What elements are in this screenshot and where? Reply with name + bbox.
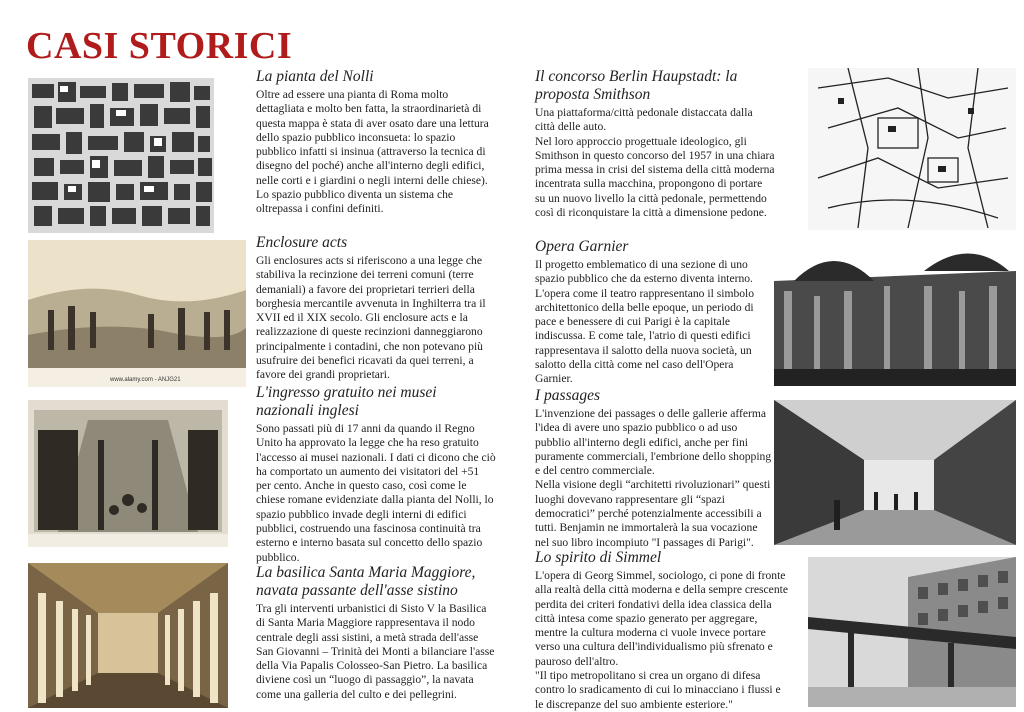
enclosure-section (256, 234, 496, 383)
opera-heading: Opera Garnier (535, 238, 629, 255)
simmel-city-image (808, 557, 1016, 707)
simmel-heading: Lo spirito di Simmel (535, 549, 662, 566)
berlin-body-1: Una piattaforma/città pedonale distaccata dalla città delle auto. (535, 106, 753, 134)
simmel-body-2: "Il tipo metropolitano si crea un organo di difesa contro lo sradicamento di cui lo minacciano i flussi e le discrepanze del suo ambiente esteriore." (535, 669, 781, 711)
musei-section (256, 384, 496, 565)
musei-heading: L'ingresso gratuito nei musei nazionali inglesi (256, 384, 437, 419)
berlin-body-2: Nel loro approccio progettuale ideologico, gli Smithson in questo concorso del 1957 in una chiara prima messa in crisi del sistema della città moderna incentrata sulla macchina, propongono di portare su un nuovo livello la città pedonale, permettendo così di riconquistare la città a dimensione pedone. (535, 134, 775, 220)
nolli-map-image (28, 78, 214, 233)
basilica-section (256, 564, 496, 702)
berlin-plan-image (808, 68, 1016, 230)
opera-garnier-image (774, 241, 1016, 386)
enclosure-body: Gli enclosures acts si riferiscono a una legge che stabiliva la recinzione dei terreni comuni (terre demaniali) a favore dei proprietari terrieri della borghesia mercantile avvenuta in Inghilterra tra il XVII ed il XIX secolo. Gli enclosure acts e la realizzazione di queste recinzioni danneggiarono principalmente i contadini, che non potevano più usufruire dei benefici ricavati da quei terreni, a favore dei grandi proprietari. (256, 254, 486, 382)
passages-heading: I passages (535, 387, 601, 404)
nolli-section (256, 68, 496, 217)
enclosure-image-caption: www.alamy.com - ANJG21 (110, 377, 181, 383)
basilica-heading: La basilica Santa Maria Maggiore, navata passante dell'asse sistino (256, 564, 476, 599)
passages-image (774, 400, 1016, 545)
santa-maria-maggiore-image (28, 563, 228, 708)
passages-section (535, 387, 772, 550)
basilica-body: Tra gli interventi urbanistici di Sisto V la Basilica di Santa Maria Maggiore rappresentava il nodo centrale degli assi sistini, a metà strada dell'asse San Giovanni – Trinità dei Monti a bilanciare l'asse della Via Papalis Colosseo-San Pietro. La basilica diviene così un “luogo di passaggio”, la navata come una galleria del culto e dei pellegrini. (256, 602, 495, 701)
passages-body-2: Nella visione degli “architetti rivoluzionari” questi luoghi dovevano rappresentare gli “spazi democratici” perché potenzialmente accessibili a tutti. Benjamin ne immortalerà la sua vocazione nel suo libro incompiuto "I passages di Parigi". (535, 478, 771, 549)
opera-section (535, 238, 772, 387)
opera-body: Il progetto emblematico di una sezione di uno spazio pubblico che da esterno diventa interno. L'opera come il teatro rappresentano il simbolo architettonico della belle epoque, un periodo di pace e benessere di cui Parigi è la capitale indiscussa. E come tale, l'atrio di questi edifici rappresentava il salotto della nuova società, un salotto della città come nel caso dell'Opera Garnier. (535, 258, 755, 386)
simmel-body-1: L'opera di Georg Simmel, sociologo, ci pone di fronte alla realtà della città moderna e della sempre crescente perdita dei criteri fondativi della idea classica della città intesa come spazio generato per aggregare, mentre la cultura moderna ci vuole invece portare verso una cultura dell'individualismo più sfrenato e pauroso dell'altro. (535, 569, 788, 668)
page-title: CASI STORICI (26, 25, 293, 67)
nolli-body: Oltre ad essere una pianta di Roma molto dettagliata e molto ben fatta, la straordinarietà di questa mappa è stata di aver osato dare una lettura dello spazio pubblico inconsueta: lo spazio pubblico infatti si insinua (attraverso la tecnica di disegno del poché) anche all'interno degli edifici, nelle corti e i giardini o negli interni delle chiese). Lo spazio pubblico diventa un sistema che oltrepassa i confini definiti. (256, 88, 489, 216)
british-museum-image (28, 400, 228, 547)
nolli-heading: La pianta del Nolli (256, 68, 374, 85)
enclosure-acts-image (28, 240, 246, 387)
musei-body: Sono passati più di 17 anni da quando il Regno Unito ha approvato la legge che ha reso gratuito l'accesso ai musei nazionali. I dati ci dicono che ciò ha comportato un aumento dei visitatori del +51 per cento. Anche in questo caso, così come le chiese romane evidenziate dalla pianta del Nolli, lo spazio pubblico invade degli interni di edifici pubblici, costruendo una fascinosa continuità tra esterno e interno basata sul concetto dello spazio pubblico. (256, 422, 496, 564)
passages-body-1: L'invenzione dei passages o delle gallerie afferma l'idea di avere uno spazio pubblico o ad uso pubblio all'interno degli edifici, anche per fini puramente commerciali, l'embrione dello shopping e del centro commerciale. (535, 407, 772, 478)
berlin-heading: Il concorso Berlin Haupstadt: la proposta Smithson (535, 68, 738, 103)
simmel-section (535, 549, 790, 712)
berlin-section (535, 68, 775, 220)
enclosure-heading: Enclosure acts (256, 234, 348, 251)
